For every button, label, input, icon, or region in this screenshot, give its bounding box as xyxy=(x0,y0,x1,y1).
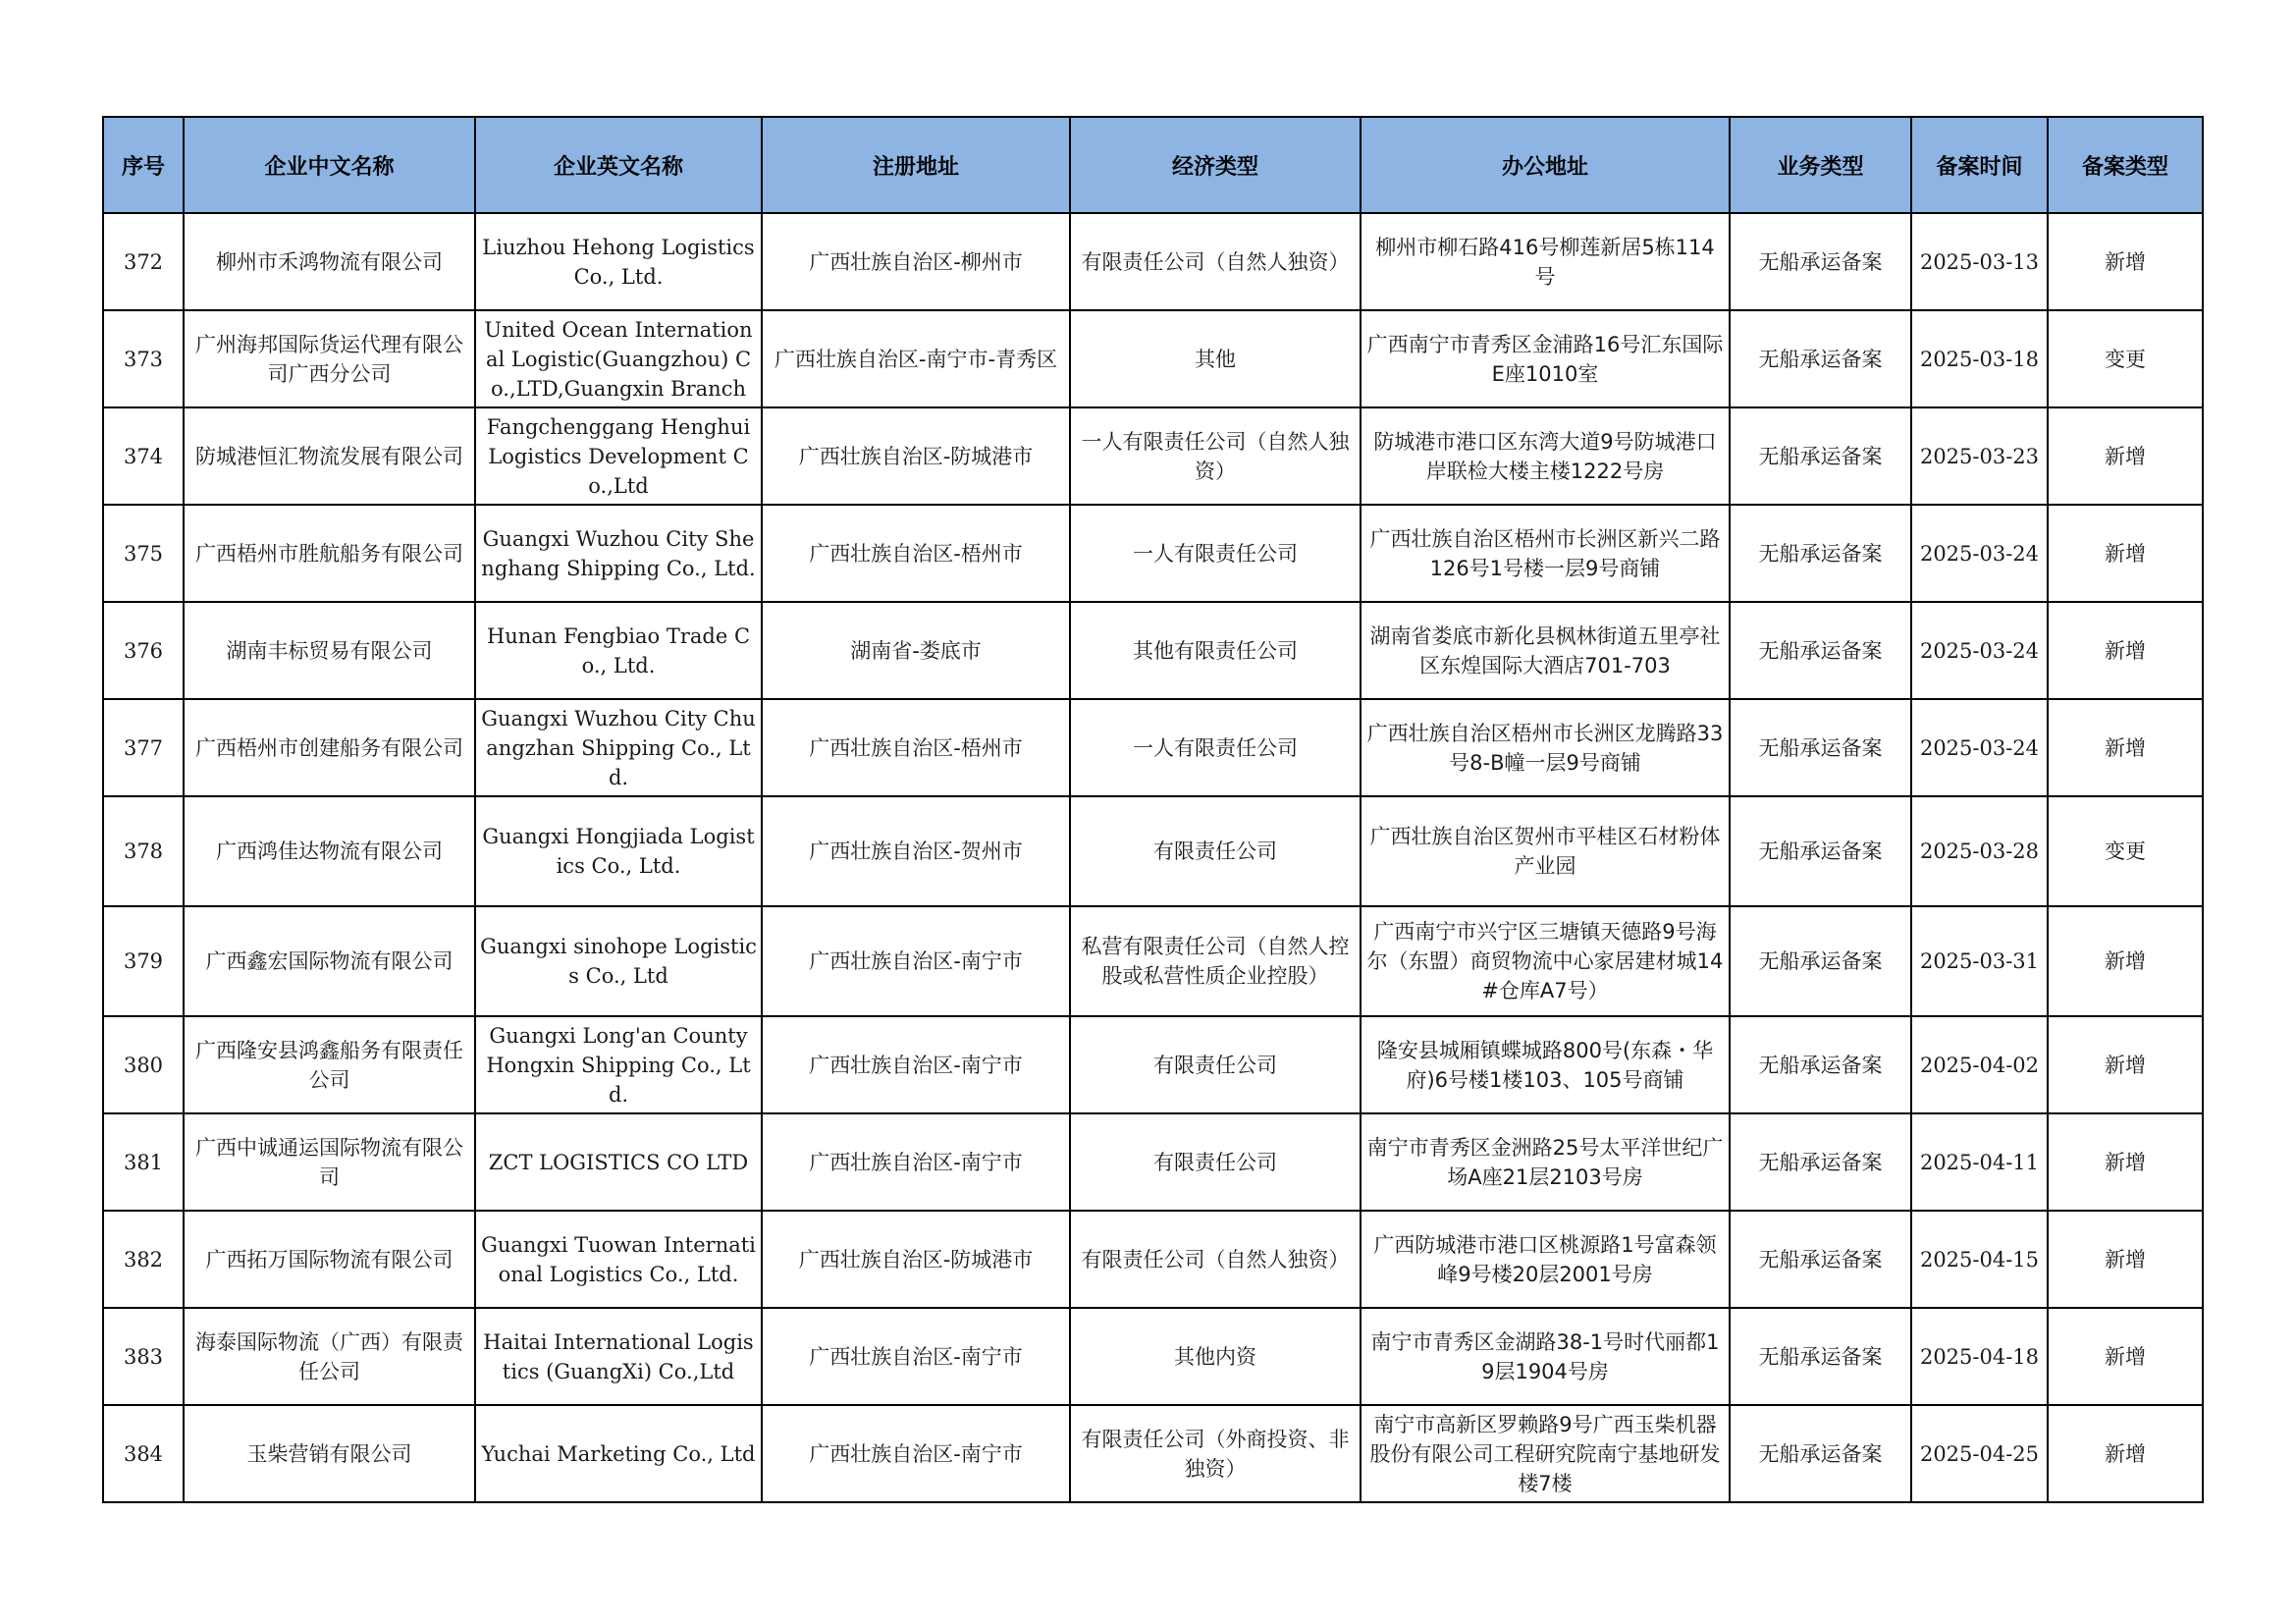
cell-name-en: Guangxi Wuzhou City Chuangzhan Shipping Co., Ltd. xyxy=(475,699,762,796)
table-row xyxy=(103,699,2203,796)
cell-biz-type: 无船承运备案 xyxy=(1730,1113,1911,1211)
cell-office-address: 广西南宁市青秀区金浦路16号汇东国际E座1010室 xyxy=(1361,310,1730,407)
cell-serial: 373 xyxy=(103,310,184,407)
cell-biz-type: 无船承运备案 xyxy=(1730,1016,1911,1113)
cell-office-address: 广西壮族自治区梧州市长洲区龙腾路33号8-B幢一层9号商铺 xyxy=(1361,699,1730,796)
cell-filing-date: 2025-03-24 xyxy=(1911,699,2048,796)
cell-name-cn: 广西隆安县鸿鑫船务有限责任公司 xyxy=(184,1016,475,1113)
cell-office-address: 南宁市高新区罗赖路9号广西玉柴机器股份有限公司工程研究院南宁基地研发楼7楼 xyxy=(1361,1405,1730,1502)
cell-office-address: 柳州市柳石路416号柳莲新居5栋114号 xyxy=(1361,213,1730,310)
table-row xyxy=(103,1405,2203,1502)
cell-econ-type: 有限责任公司 xyxy=(1070,1113,1361,1211)
table-row xyxy=(103,796,2203,906)
cell-serial: 380 xyxy=(103,1016,184,1113)
cell-name-cn: 广西鑫宏国际物流有限公司 xyxy=(184,906,475,1016)
cell-serial: 374 xyxy=(103,407,184,505)
cell-office-address: 广西南宁市兴宁区三塘镇天德路9号海尔（东盟）商贸物流中心家居建材城14#仓库A7号） xyxy=(1361,906,1730,1016)
cell-name-en: Guangxi Hongjiada Logistics Co., Ltd. xyxy=(475,796,762,906)
column-header-filing-date: 备案时间 xyxy=(1911,117,2048,213)
cell-serial: 377 xyxy=(103,699,184,796)
cell-name-en: Guangxi Wuzhou City Shenghang Shipping Co., Ltd. xyxy=(475,505,762,602)
cell-reg-address: 广西壮族自治区-梧州市 xyxy=(762,505,1070,602)
column-header-reg-address: 注册地址 xyxy=(762,117,1070,213)
cell-filing-type: 新增 xyxy=(2048,213,2203,310)
cell-name-cn: 广西鸿佳达物流有限公司 xyxy=(184,796,475,906)
cell-name-en: Hunan Fengbiao Trade Co., Ltd. xyxy=(475,602,762,699)
cell-name-cn: 广西中诚通运国际物流有限公司 xyxy=(184,1113,475,1211)
cell-filing-type: 新增 xyxy=(2048,906,2203,1016)
cell-econ-type: 有限责任公司 xyxy=(1070,1016,1361,1113)
cell-name-cn: 防城港恒汇物流发展有限公司 xyxy=(184,407,475,505)
column-header-filing-type: 备案类型 xyxy=(2048,117,2203,213)
cell-econ-type: 有限责任公司 xyxy=(1070,796,1361,906)
cell-name-en: ZCT LOGISTICS CO LTD xyxy=(475,1113,762,1211)
cell-reg-address: 广西壮族自治区-南宁市 xyxy=(762,1016,1070,1113)
cell-serial: 384 xyxy=(103,1405,184,1502)
cell-econ-type: 一人有限责任公司 xyxy=(1070,699,1361,796)
table-row xyxy=(103,602,2203,699)
cell-office-address: 湖南省娄底市新化县枫林街道五里亭社区东煌国际大酒店701-703 xyxy=(1361,602,1730,699)
cell-name-cn: 玉柴营销有限公司 xyxy=(184,1405,475,1502)
cell-econ-type: 其他内资 xyxy=(1070,1308,1361,1405)
cell-filing-type: 新增 xyxy=(2048,1016,2203,1113)
column-header-name-en: 企业英文名称 xyxy=(475,117,762,213)
column-header-econ-type: 经济类型 xyxy=(1070,117,1361,213)
cell-filing-type: 新增 xyxy=(2048,1405,2203,1502)
cell-filing-type: 新增 xyxy=(2048,602,2203,699)
cell-econ-type: 有限责任公司（外商投资、非独资） xyxy=(1070,1405,1361,1502)
cell-filing-date: 2025-04-11 xyxy=(1911,1113,2048,1211)
cell-reg-address: 广西壮族自治区-南宁市 xyxy=(762,1405,1070,1502)
cell-biz-type: 无船承运备案 xyxy=(1730,505,1911,602)
cell-serial: 379 xyxy=(103,906,184,1016)
cell-filing-date: 2025-03-18 xyxy=(1911,310,2048,407)
cell-filing-type: 新增 xyxy=(2048,407,2203,505)
cell-name-en: Guangxi sinohope Logistics Co., Ltd xyxy=(475,906,762,1016)
cell-serial: 375 xyxy=(103,505,184,602)
cell-filing-date: 2025-04-15 xyxy=(1911,1211,2048,1308)
cell-name-en: Guangxi Long'an County Hongxin Shipping Co., Ltd. xyxy=(475,1016,762,1113)
cell-filing-date: 2025-03-13 xyxy=(1911,213,2048,310)
cell-serial: 382 xyxy=(103,1211,184,1308)
table-row xyxy=(103,505,2203,602)
cell-filing-type: 新增 xyxy=(2048,1113,2203,1211)
cell-econ-type: 一人有限责任公司（自然人独资） xyxy=(1070,407,1361,505)
cell-biz-type: 无船承运备案 xyxy=(1730,699,1911,796)
cell-econ-type: 私营有限责任公司（自然人控股或私营性质企业控股） xyxy=(1070,906,1361,1016)
cell-filing-type: 新增 xyxy=(2048,1308,2203,1405)
cell-serial: 383 xyxy=(103,1308,184,1405)
cell-name-cn: 广州海邦国际货运代理有限公司广西分公司 xyxy=(184,310,475,407)
cell-biz-type: 无船承运备案 xyxy=(1730,407,1911,505)
cell-serial: 376 xyxy=(103,602,184,699)
cell-filing-date: 2025-03-23 xyxy=(1911,407,2048,505)
cell-office-address: 防城港市港口区东湾大道9号防城港口岸联检大楼主楼1222号房 xyxy=(1361,407,1730,505)
cell-reg-address: 广西壮族自治区-南宁市 xyxy=(762,906,1070,1016)
cell-name-en: Yuchai Marketing Co., Ltd xyxy=(475,1405,762,1502)
cell-name-cn: 湖南丰标贸易有限公司 xyxy=(184,602,475,699)
cell-name-cn: 柳州市禾鸿物流有限公司 xyxy=(184,213,475,310)
cell-filing-date: 2025-04-25 xyxy=(1911,1405,2048,1502)
filing-registry-table xyxy=(102,116,2204,1503)
table-row xyxy=(103,213,2203,310)
cell-filing-date: 2025-04-18 xyxy=(1911,1308,2048,1405)
cell-serial: 372 xyxy=(103,213,184,310)
cell-filing-date: 2025-04-02 xyxy=(1911,1016,2048,1113)
cell-serial: 381 xyxy=(103,1113,184,1211)
cell-name-cn: 广西梧州市创建船务有限公司 xyxy=(184,699,475,796)
cell-biz-type: 无船承运备案 xyxy=(1730,310,1911,407)
cell-name-cn: 海泰国际物流（广西）有限责任公司 xyxy=(184,1308,475,1405)
cell-biz-type: 无船承运备案 xyxy=(1730,796,1911,906)
cell-name-en: Liuzhou Hehong Logistics Co., Ltd. xyxy=(475,213,762,310)
table-row xyxy=(103,1308,2203,1405)
cell-reg-address: 广西壮族自治区-柳州市 xyxy=(762,213,1070,310)
cell-reg-address: 广西壮族自治区-贺州市 xyxy=(762,796,1070,906)
cell-reg-address: 广西壮族自治区-防城港市 xyxy=(762,1211,1070,1308)
cell-econ-type: 其他有限责任公司 xyxy=(1070,602,1361,699)
cell-office-address: 广西防城港市港口区桃源路1号富森领峰9号楼20层2001号房 xyxy=(1361,1211,1730,1308)
cell-econ-type: 有限责任公司（自然人独资） xyxy=(1070,1211,1361,1308)
cell-econ-type: 其他 xyxy=(1070,310,1361,407)
table-row xyxy=(103,407,2203,505)
column-header-biz-type: 业务类型 xyxy=(1730,117,1911,213)
cell-name-en: United Ocean International Logistic(Guangzhou) Co.,LTD,Guangxin Branch xyxy=(475,310,762,407)
cell-reg-address: 湖南省-娄底市 xyxy=(762,602,1070,699)
cell-name-cn: 广西拓万国际物流有限公司 xyxy=(184,1211,475,1308)
cell-filing-date: 2025-03-24 xyxy=(1911,602,2048,699)
cell-reg-address: 广西壮族自治区-南宁市 xyxy=(762,1113,1070,1211)
cell-biz-type: 无船承运备案 xyxy=(1730,602,1911,699)
cell-biz-type: 无船承运备案 xyxy=(1730,213,1911,310)
cell-office-address: 广西壮族自治区贺州市平桂区石材粉体产业园 xyxy=(1361,796,1730,906)
column-header-serial: 序号 xyxy=(103,117,184,213)
cell-biz-type: 无船承运备案 xyxy=(1730,1308,1911,1405)
cell-biz-type: 无船承运备案 xyxy=(1730,906,1911,1016)
cell-name-cn: 广西梧州市胜航船务有限公司 xyxy=(184,505,475,602)
cell-filing-date: 2025-03-28 xyxy=(1911,796,2048,906)
cell-reg-address: 广西壮族自治区-梧州市 xyxy=(762,699,1070,796)
cell-reg-address: 广西壮族自治区-南宁市 xyxy=(762,1308,1070,1405)
cell-office-address: 南宁市青秀区金洲路25号太平洋世纪广场A座21层2103号房 xyxy=(1361,1113,1730,1211)
cell-office-address: 南宁市青秀区金湖路38-1号时代丽都19层1904号房 xyxy=(1361,1308,1730,1405)
cell-filing-type: 新增 xyxy=(2048,505,2203,602)
table-row xyxy=(103,310,2203,407)
table-header-row xyxy=(103,117,2203,213)
cell-filing-type: 新增 xyxy=(2048,1211,2203,1308)
cell-name-en: Fangchenggang Henghui Logistics Development Co.,Ltd xyxy=(475,407,762,505)
table-row xyxy=(103,1211,2203,1308)
column-header-name-cn: 企业中文名称 xyxy=(184,117,475,213)
cell-name-en: Haitai International Logistics (GuangXi) Co.,Ltd xyxy=(475,1308,762,1405)
cell-filing-type: 新增 xyxy=(2048,699,2203,796)
cell-filing-date: 2025-03-24 xyxy=(1911,505,2048,602)
cell-office-address: 广西壮族自治区梧州市长洲区新兴二路126号1号楼一层9号商铺 xyxy=(1361,505,1730,602)
cell-serial: 378 xyxy=(103,796,184,906)
cell-reg-address: 广西壮族自治区-南宁市-青秀区 xyxy=(762,310,1070,407)
cell-filing-date: 2025-03-31 xyxy=(1911,906,2048,1016)
table-row xyxy=(103,1113,2203,1211)
table-row xyxy=(103,1016,2203,1113)
column-header-office-address: 办公地址 xyxy=(1361,117,1730,213)
table-row xyxy=(103,906,2203,1016)
cell-biz-type: 无船承运备案 xyxy=(1730,1405,1911,1502)
cell-biz-type: 无船承运备案 xyxy=(1730,1211,1911,1308)
cell-econ-type: 有限责任公司（自然人独资） xyxy=(1070,213,1361,310)
cell-name-en: Guangxi Tuowan International Logistics Co., Ltd. xyxy=(475,1211,762,1308)
cell-reg-address: 广西壮族自治区-防城港市 xyxy=(762,407,1070,505)
cell-econ-type: 一人有限责任公司 xyxy=(1070,505,1361,602)
cell-office-address: 隆安县城厢镇蝶城路800号(东森・华府)6号楼1楼103、105号商铺 xyxy=(1361,1016,1730,1113)
cell-filing-type: 变更 xyxy=(2048,310,2203,407)
cell-filing-type: 变更 xyxy=(2048,796,2203,906)
